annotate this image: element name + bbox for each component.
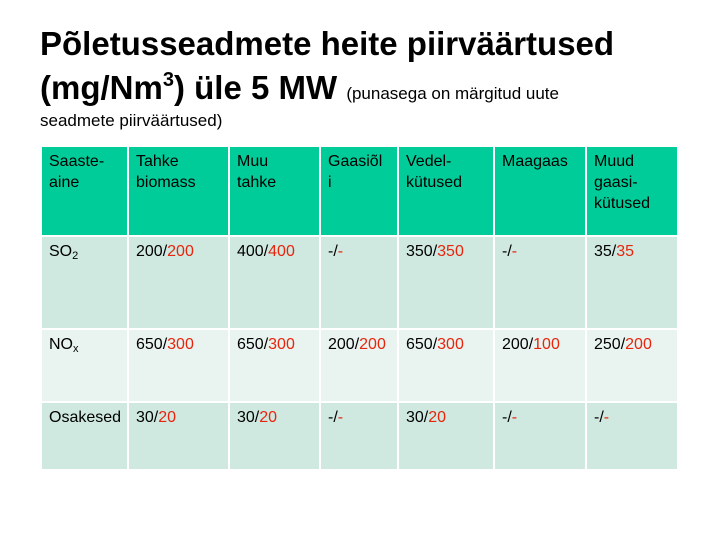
- limit-cell: -/-: [320, 236, 398, 329]
- limit-cell: 200/100: [494, 329, 586, 402]
- limit-cell: 650/300: [128, 329, 229, 402]
- title-line-1: Põletusseadmete heite piirväärtused: [40, 25, 615, 62]
- limit-cell: -/-: [494, 402, 586, 470]
- limit-cell: 200/200: [128, 236, 229, 329]
- header-other-gaseous: Muud gaasi-kütused: [586, 146, 678, 236]
- limit-cell: 200/200: [320, 329, 398, 402]
- header-pollutant: Saaste-aine: [41, 146, 128, 236]
- header-gas-oil: Gaasiõl i: [320, 146, 398, 236]
- limit-cell: 250/200: [586, 329, 678, 402]
- pollutant-cell: Osakesed: [41, 402, 128, 470]
- table-header-row: [41, 146, 678, 236]
- table-row: [41, 236, 678, 329]
- title-unit: (mg/Nm: [40, 69, 163, 106]
- header-natural-gas: Maagaas: [494, 146, 586, 236]
- header-solid-biomass: Tahke biomass: [128, 146, 229, 236]
- pollutant-cell: $NO_x$: [41, 329, 128, 402]
- limit-cell: -/-: [586, 402, 678, 470]
- table-row: [41, 329, 678, 402]
- limit-cell: 650/300: [398, 329, 494, 402]
- title-note: (punasega on märgitud uute: [346, 84, 559, 103]
- header-liquid-fuels: Vedel-kütused: [398, 146, 494, 236]
- table-row: [41, 402, 678, 470]
- limit-cell: 35/35: [586, 236, 678, 329]
- emission-limits-table: [40, 145, 679, 471]
- pollutant-cell: $SO_2$: [41, 236, 128, 329]
- limit-cell: 30/20: [128, 402, 229, 470]
- limit-cell: 30/20: [229, 402, 320, 470]
- limit-cell: 400/400: [229, 236, 320, 329]
- limit-cell: 30/20: [398, 402, 494, 470]
- header-other-solid: Muu tahke: [229, 146, 320, 236]
- limit-cell: -/-: [320, 402, 398, 470]
- limit-cell: 650/300: [229, 329, 320, 402]
- title-note-continued: seadmete piirväärtused): [40, 111, 223, 130]
- title-line-2: [40, 62, 700, 112]
- title-unit-superscript: 3: [162, 69, 174, 91]
- limit-cell: -/-: [494, 236, 586, 329]
- title-threshold: ) üle 5 MW: [173, 69, 338, 106]
- slide-title: [40, 26, 700, 131]
- limit-cell: 350/350: [398, 236, 494, 329]
